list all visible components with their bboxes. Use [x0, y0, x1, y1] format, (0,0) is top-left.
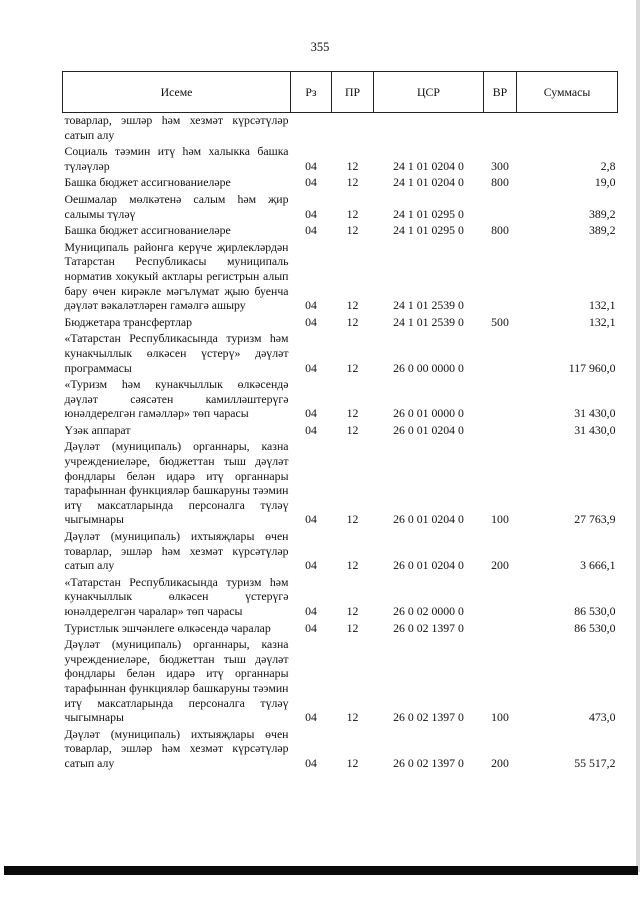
- row-rz: 04: [305, 755, 317, 770]
- row-rz: 04: [305, 512, 317, 527]
- table-row: [63, 223, 618, 240]
- row-rz: 04: [305, 406, 317, 421]
- row-sum: 31 430,0: [574, 406, 616, 421]
- row-csr: 26 0 02 1397 0: [393, 710, 464, 725]
- row-rz: 04: [305, 558, 317, 573]
- header-name: Исеме: [63, 72, 291, 113]
- row-vr: [484, 192, 517, 223]
- row-csr: 24 1 01 0295 0: [393, 223, 464, 238]
- row-vr: [484, 240, 517, 315]
- row-rz: 04: [305, 158, 317, 173]
- row-pr: 12: [346, 175, 359, 190]
- row-csr: 26 0 02 0000 0: [393, 604, 464, 618]
- row-name: «Татарстан Республикасында туризм һәм кунакчыллык өлкәсен үстерүгә юнәлдерелгән чаралар» төп чарасы: [64, 574, 289, 618]
- table-row: [63, 192, 618, 223]
- table-row: [63, 144, 618, 175]
- row-name: «Туризм һәм кунакчыллык өлкәсендә дәүләт сәясәтен камилләштерүгә юнәлдерелгән гамәлләр» төп чарасы: [64, 377, 289, 421]
- row-sum: 19,0: [594, 175, 616, 190]
- header-rz: Рз: [291, 72, 332, 113]
- table-row: [63, 175, 618, 192]
- row-name: Үзәк аппарат: [64, 422, 131, 437]
- row-pr: [332, 113, 374, 145]
- row-pr: 12: [346, 755, 359, 770]
- row-name: Социаль тәэмин итү һәм халыкка башка түләүләр: [64, 144, 289, 173]
- row-sum: 3 666,1: [580, 558, 616, 573]
- row-sum: 55 517,2: [574, 755, 616, 770]
- row-pr: 12: [346, 223, 359, 238]
- row-csr: 24 1 01 0204 0: [393, 175, 464, 190]
- row-csr: 26 0 01 0204 0: [393, 422, 464, 437]
- row-name: Дәүләт (муниципаль) ихтыяҗлары өчен товарлар, эшләр һәм хезмәт күрсәтүләр сатып алу: [64, 726, 289, 770]
- header-vr: ВР: [484, 72, 517, 113]
- page-number: 355: [310, 40, 330, 54]
- row-rz: 04: [305, 206, 317, 221]
- row-name: Бюджетара трансфертлар: [64, 314, 192, 329]
- row-vr: 300: [491, 158, 509, 173]
- row-vr: 100: [491, 512, 509, 527]
- row-pr: 12: [346, 298, 359, 313]
- row-rz: [291, 113, 332, 145]
- row-csr: 24 1 01 0295 0: [393, 206, 464, 221]
- row-rz: 04: [305, 314, 317, 329]
- row-pr: 12: [346, 314, 359, 329]
- row-sum: 86 530,0: [574, 620, 616, 635]
- row-pr: 12: [346, 406, 359, 421]
- table-row: [63, 621, 618, 638]
- row-rz: 04: [305, 710, 317, 725]
- row-csr: 24 1 01 0204 0: [393, 158, 464, 173]
- table-header-row: [63, 72, 618, 113]
- row-csr: 26 0 02 1397 0: [393, 620, 464, 635]
- row-name: Туристлык эшчәнлеге өлкәсендә чаралар: [64, 620, 271, 635]
- scan-edge-shadow: [636, 0, 640, 872]
- row-name: Дәүләт (муниципаль) органнары, казна учреждениеләре, бюджеттан тыш дәүләт фондлары белән идарә итү органнары тарафыннан функцияләр башкаруны тәэмин итү максатларында персоналга түләү чыгымнары: [64, 637, 289, 725]
- table-row: [63, 113, 618, 145]
- row-vr: [484, 621, 517, 638]
- table-row: [63, 315, 618, 332]
- row-csr: 26 0 01 0000 0: [393, 406, 464, 421]
- row-name: Дәүләт (муниципаль) ихтыяҗлары өчен товарлар, эшләр һәм хезмәт күрсәтүләр сатып алу: [64, 529, 289, 573]
- row-vr: [484, 423, 517, 440]
- row-pr: 12: [346, 604, 359, 618]
- row-pr: 12: [346, 620, 359, 635]
- row-pr: 12: [346, 206, 359, 221]
- table-row: [63, 331, 618, 377]
- row-name: Оешмалар мөлкәтенә салым һәм җир салымы түләү: [64, 191, 289, 221]
- row-sum: 2,8: [600, 158, 616, 173]
- table-row: [63, 575, 618, 621]
- row-name: товарлар, эшләр һәм хезмәт күрсәтүләр сатып алу: [64, 113, 289, 142]
- row-pr: 12: [346, 360, 359, 375]
- scan-bottom-band: [4, 866, 638, 875]
- row-name: Башка бюджет ассигнованиеләре: [64, 223, 231, 238]
- table-row: [63, 529, 618, 575]
- table-row: [63, 423, 618, 440]
- budget-table: [62, 71, 618, 773]
- row-sum: 132,1: [588, 314, 616, 329]
- row-csr: 26 0 01 0204 0: [393, 558, 464, 573]
- row-sum: 389,2: [588, 223, 616, 238]
- row-csr: 26 0 00 0000 0: [393, 360, 464, 375]
- row-sum: 31 430,0: [574, 422, 616, 437]
- row-sum: 132,1: [588, 298, 616, 313]
- row-vr: [484, 575, 517, 621]
- row-sum: 86 530,0: [574, 604, 616, 618]
- row-rz: 04: [305, 360, 317, 375]
- row-pr: 12: [346, 158, 359, 173]
- table-row: [63, 439, 618, 529]
- row-csr: 24 1 01 2539 0: [393, 314, 464, 329]
- row-name: Муниципаль районга керүче җирлекләрдән Татарстан Республикасы муниципаль норматив хокукый актлары регистрын алып бару өчен кирәкле мәгълүмат җыю буенча дәүләт вәкаләтләрен гамәлгә ашыру: [64, 239, 289, 313]
- table-row: [63, 637, 618, 727]
- row-sum: 117 960,0: [568, 360, 616, 375]
- row-vr: 200: [491, 558, 509, 573]
- table-row: [63, 377, 618, 423]
- header-csr: ЦСР: [374, 72, 484, 113]
- row-pr: 12: [346, 512, 359, 527]
- row-pr: 12: [346, 422, 359, 437]
- row-name: Дәүләт (муниципаль) органнары, казна учреждениеләре, бюджеттан тыш дәүләт фондлары белән идарә итү органнары тарафыннан функцияләр башкаруны тәэмин итү максатларында персоналга түләү чыгымнары: [64, 439, 289, 527]
- row-rz: 04: [305, 298, 317, 313]
- row-rz: 04: [305, 422, 317, 437]
- row-pr: 12: [346, 710, 359, 725]
- header-sum: Суммасы: [517, 72, 618, 113]
- row-rz: 04: [305, 223, 317, 238]
- row-vr: [484, 113, 517, 145]
- row-rz: 04: [305, 604, 317, 618]
- row-vr: 100: [491, 710, 509, 725]
- row-csr: 26 0 01 0204 0: [393, 512, 464, 527]
- table-row: [63, 240, 618, 315]
- row-sum: 473,0: [588, 710, 616, 725]
- row-vr: [484, 331, 517, 377]
- row-sum: 27 763,9: [574, 512, 616, 527]
- row-vr: 800: [491, 223, 509, 238]
- row-pr: 12: [346, 558, 359, 573]
- row-csr: 26 0 02 1397 0: [393, 755, 464, 770]
- row-name: «Татарстан Республикасында туризм һәм кунакчыллык өлкәсен үстерү» дәүләт программасы: [64, 331, 289, 375]
- table-row: [63, 727, 618, 773]
- row-sum: [517, 113, 618, 145]
- row-csr: 24 1 01 2539 0: [393, 298, 464, 313]
- header-pr: ПР: [332, 72, 374, 113]
- row-vr: [484, 377, 517, 423]
- row-rz: 04: [305, 175, 317, 190]
- row-vr: 200: [491, 755, 509, 770]
- row-csr: [374, 113, 484, 145]
- row-vr: 800: [491, 175, 509, 190]
- row-name: Башка бюджет ассигнованиеләре: [64, 175, 231, 190]
- row-vr: 500: [491, 314, 509, 329]
- row-rz: 04: [305, 620, 317, 635]
- row-sum: 389,2: [588, 206, 616, 221]
